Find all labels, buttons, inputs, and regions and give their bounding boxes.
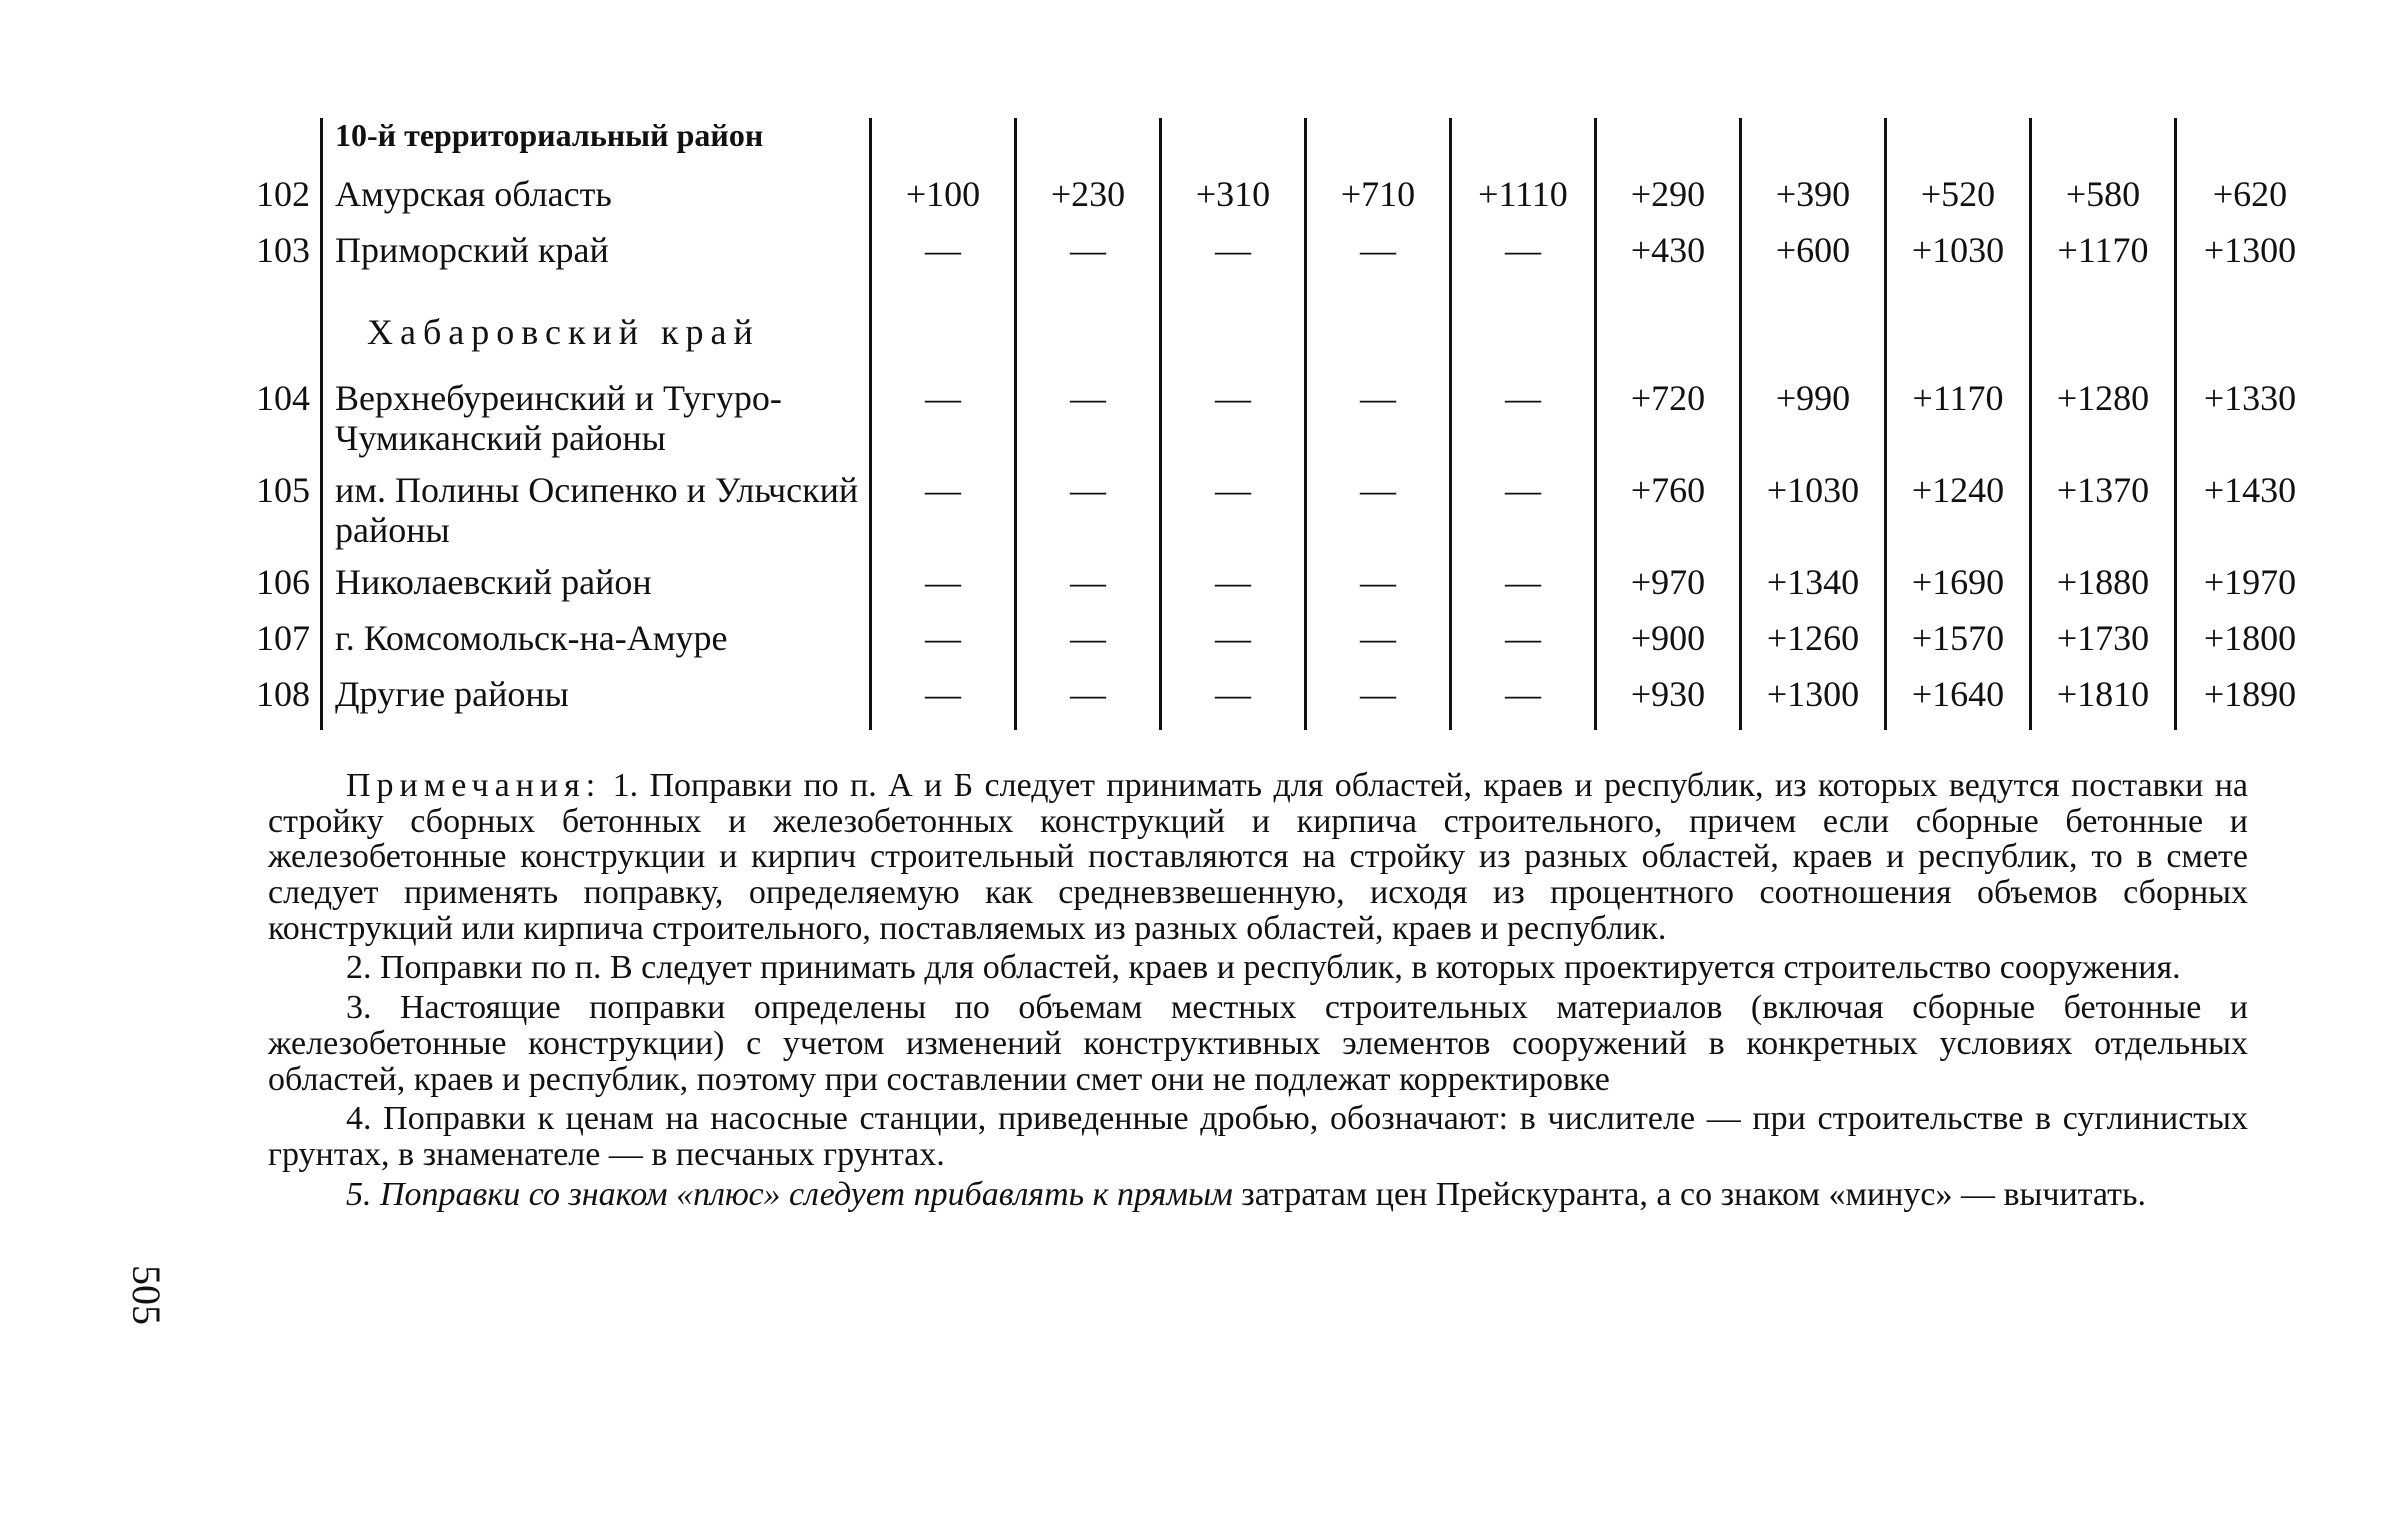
value-cell: +310 <box>1161 174 1306 230</box>
note-5 <box>268 1177 2248 1213</box>
value-cell: +600 <box>1741 230 1886 286</box>
row-number: 104 <box>256 378 310 418</box>
value-cell: — <box>1161 674 1306 730</box>
row-number: 103 <box>256 230 310 270</box>
value-cell: — <box>871 470 1016 562</box>
value-cell: +1800 <box>2176 618 2324 674</box>
value-cell: +1430 <box>2176 470 2324 562</box>
section-header-row <box>232 286 2323 378</box>
value-cell: +1640 <box>1886 674 2031 730</box>
value-cell: +580 <box>2031 174 2176 230</box>
value-cell: — <box>1306 378 1451 470</box>
value-cell: +390 <box>1741 174 1886 230</box>
value-cell: +1110 <box>1451 174 1596 230</box>
note-5-italic: 5. Поправки со знаком «плюс» следует прибавлять к прямым <box>346 1175 1233 1213</box>
row-number: 107 <box>256 618 310 658</box>
note-5-text: затратам цен Прейскуранта, а со знаком «минус» — вычитать. <box>1241 1175 2146 1213</box>
note-4: 4. Поправки к ценам на насосные станции, приведенные дробью, обозначают: в числителе — при строительстве в суглинистых грунтах, в знаменателе — в песчаных грунтах. <box>268 1100 2248 1173</box>
region-name: Николаевский район <box>322 562 871 618</box>
region-name: г. Комсомольск-на-Амуре <box>322 618 871 674</box>
value-cell: — <box>1016 378 1161 470</box>
table-row <box>232 230 2323 286</box>
value-cell: +710 <box>1306 174 1451 230</box>
value-cell: — <box>1016 562 1161 618</box>
value-cell: +1300 <box>1741 674 1886 730</box>
value-cell: — <box>1016 470 1161 562</box>
value-cell: +1890 <box>2176 674 2324 730</box>
value-cell: +1370 <box>2031 470 2176 562</box>
value-cell: +1340 <box>1741 562 1886 618</box>
district-header-row <box>232 118 2323 174</box>
region-name: Другие районы <box>322 674 871 730</box>
value-cell: +760 <box>1596 470 1741 562</box>
table-row <box>232 618 2323 674</box>
region-name: Приморский край <box>322 230 871 286</box>
value-cell: — <box>1451 230 1596 286</box>
note-1-text: 1. Поправки по п. А и Б следует принимать для областей, краев и республик, из которых ведутся поставки на стройку сборных бетонных и железобетонных конструкций и кирпича строительного, причем если сборные бетонные и железобетонные конструкции и кирпич строительный поставляются на стройку из разных областей, краев и республик, то в смете следует применять поправку, определяемую как средневзвешенную, исходя из процентного соотношения объемов сборных конструкций или кирпича строительного, поставляемых из разных областей, краев и республик. <box>268 767 2248 947</box>
value-cell: +620 <box>2176 174 2324 230</box>
value-cell: — <box>1016 230 1161 286</box>
value-cell: — <box>871 378 1016 470</box>
value-cell: +1240 <box>1886 470 2031 562</box>
price-corrections-table <box>232 118 2323 730</box>
value-cell: — <box>1451 562 1596 618</box>
value-cell: — <box>1451 378 1596 470</box>
value-cell: — <box>871 230 1016 286</box>
value-cell: +1030 <box>1741 470 1886 562</box>
table-row <box>232 674 2323 730</box>
value-cell: — <box>1451 674 1596 730</box>
value-cell: — <box>871 562 1016 618</box>
row-number: 106 <box>256 562 310 602</box>
value-cell: +520 <box>1886 174 2031 230</box>
value-cell: — <box>1306 470 1451 562</box>
value-cell: +970 <box>1596 562 1741 618</box>
table-row <box>232 562 2323 618</box>
table-row <box>232 174 2323 230</box>
notes-block <box>268 768 2248 1216</box>
value-cell: — <box>1016 618 1161 674</box>
district-title: 10-й территориальный район <box>322 118 871 174</box>
value-cell: +430 <box>1596 230 1741 286</box>
value-cell: +1300 <box>2176 230 2324 286</box>
region-name: Амурская область <box>322 174 871 230</box>
value-cell: — <box>1306 230 1451 286</box>
value-cell: — <box>1161 230 1306 286</box>
value-cell: +230 <box>1016 174 1161 230</box>
value-cell: +100 <box>871 174 1016 230</box>
value-cell: — <box>1161 470 1306 562</box>
value-cell: — <box>1161 618 1306 674</box>
value-cell: — <box>1451 618 1596 674</box>
value-cell: +1260 <box>1741 618 1886 674</box>
value-cell: +900 <box>1596 618 1741 674</box>
value-cell: +1280 <box>2031 378 2176 470</box>
note-2: 2. Поправки по п. В следует принимать для областей, краев и республик, в которых проектируется строительство сооружения. <box>346 949 2181 987</box>
value-cell: +1570 <box>1886 618 2031 674</box>
table-row <box>232 470 2323 562</box>
value-cell: +1810 <box>2031 674 2176 730</box>
value-cell: — <box>1161 562 1306 618</box>
value-cell: +990 <box>1741 378 1886 470</box>
value-cell: +1170 <box>2031 230 2176 286</box>
section-title: Хабаровский край <box>322 286 871 378</box>
table-row <box>232 378 2323 470</box>
value-cell: +290 <box>1596 174 1741 230</box>
value-cell: — <box>1306 674 1451 730</box>
value-cell: +1170 <box>1886 378 2031 470</box>
value-cell: +720 <box>1596 378 1741 470</box>
value-cell: +1330 <box>2176 378 2324 470</box>
notes-label: Примечания: <box>346 767 602 804</box>
page-number: 505 <box>124 1265 169 1325</box>
value-cell: — <box>1161 378 1306 470</box>
row-number: 105 <box>256 470 310 510</box>
value-cell: +1030 <box>1886 230 2031 286</box>
value-cell: +1730 <box>2031 618 2176 674</box>
value-cell: — <box>1306 562 1451 618</box>
value-cell: — <box>1306 618 1451 674</box>
note-3: 3. Настоящие поправки определены по объемам местных строительных материалов (включая сборные бетонные и железобетонные конструкции) с учетом изменений конструктивных элементов сооружений в конкретных условиях отдельных областей, краев и республик, поэтому при составлении смет они не подлежат корректировке <box>268 989 2248 1098</box>
value-cell: +1880 <box>2031 562 2176 618</box>
value-cell: +930 <box>1596 674 1741 730</box>
value-cell: — <box>871 618 1016 674</box>
value-cell: — <box>871 674 1016 730</box>
region-name: им. Полины Осипенко и Ульчский районы <box>322 470 871 562</box>
row-number: 108 <box>256 674 310 714</box>
value-cell: +1690 <box>1886 562 2031 618</box>
note-1 <box>268 768 2248 946</box>
value-cell: — <box>1016 674 1161 730</box>
row-number: 102 <box>256 174 310 214</box>
region-name: Верхнебуреинский и Тугуро-Чумиканский районы <box>322 378 871 470</box>
value-cell: +1970 <box>2176 562 2324 618</box>
value-cell: — <box>1451 470 1596 562</box>
